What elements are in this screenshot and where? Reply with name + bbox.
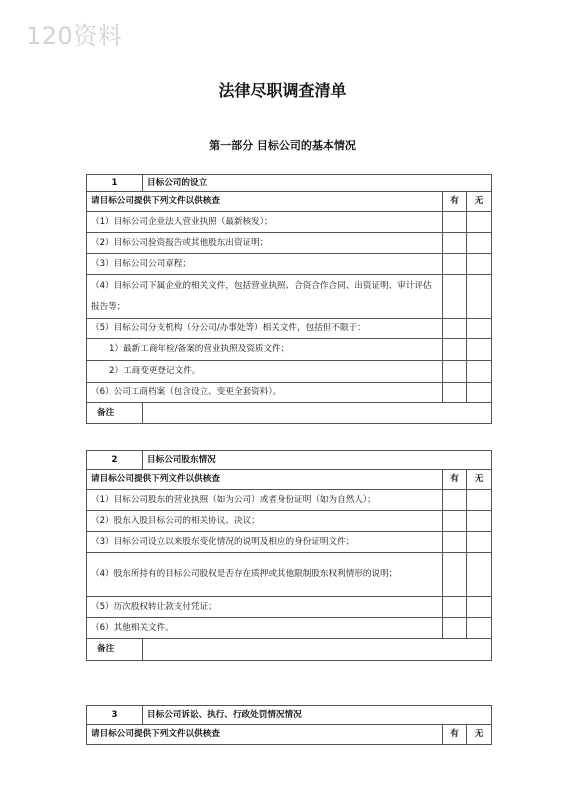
checklist-item: （2）股东入股目标公司的相关协议、决议； — [87, 511, 443, 532]
note-field[interactable] — [143, 639, 492, 661]
document-title: 法律尽职调查清单 — [218, 81, 347, 100]
none-checkbox[interactable] — [467, 597, 492, 618]
none-checkbox[interactable] — [467, 275, 492, 319]
section-heading: 目标公司的设立 — [143, 175, 492, 192]
checklist-table-1 — [86, 174, 492, 424]
have-checkbox[interactable] — [443, 361, 467, 383]
checklist-item: （6）公司工商档案（包含设立、变更全套资料）。 — [87, 383, 443, 403]
table-row — [87, 212, 492, 233]
have-checkbox[interactable] — [443, 597, 467, 618]
table-row — [87, 553, 492, 597]
section-number: 1 — [87, 175, 143, 192]
request-row — [87, 725, 492, 745]
section-title: 第一部分 目标公司的基本情况 — [209, 139, 356, 152]
note-label: 备注 — [87, 403, 143, 424]
watermark: 120资料 — [26, 22, 123, 50]
have-checkbox[interactable] — [443, 212, 467, 233]
none-checkbox[interactable] — [467, 233, 492, 254]
have-checkbox[interactable] — [443, 339, 467, 361]
table-row — [87, 511, 492, 532]
request-label: 请目标公司提供下列文件以供核查 — [87, 725, 443, 745]
checklist-item: （3）目标公司公司章程； — [87, 254, 443, 275]
table-row — [87, 383, 492, 403]
have-checkbox[interactable] — [443, 553, 467, 597]
have-checkbox[interactable] — [443, 319, 467, 339]
none-checkbox[interactable] — [467, 212, 492, 233]
table-row — [87, 339, 492, 361]
table-row — [87, 233, 492, 254]
none-column-header: 无 — [467, 192, 492, 212]
checklist-table-3 — [86, 705, 492, 745]
table-row — [87, 361, 492, 383]
checklist-item: （5）历次股权转让款支付凭证； — [87, 597, 443, 618]
none-checkbox[interactable] — [467, 383, 492, 403]
have-checkbox[interactable] — [443, 275, 467, 319]
section-number: 2 — [87, 451, 143, 470]
table-row — [87, 597, 492, 618]
request-row — [87, 192, 492, 212]
have-checkbox[interactable] — [443, 532, 467, 553]
have-column-header: 有 — [443, 192, 467, 212]
table-header-row — [87, 451, 492, 470]
table-header-row — [87, 706, 492, 725]
table-row — [87, 618, 492, 639]
checklist-subitem: 2）工商变更登记文件。 — [87, 361, 443, 383]
have-column-header: 有 — [443, 725, 467, 745]
request-label: 请目标公司提供下列文件以供核查 — [87, 192, 443, 212]
section-number: 3 — [87, 706, 143, 725]
have-checkbox[interactable] — [443, 254, 467, 275]
none-column-header: 无 — [467, 725, 492, 745]
none-checkbox[interactable] — [467, 553, 492, 597]
section-heading: 目标公司诉讼、执行、行政处罚情况情况 — [143, 706, 492, 725]
checklist-item: （1）目标公司企业法人营业执照（最新核发）； — [87, 212, 443, 233]
have-column-header: 有 — [443, 470, 467, 490]
table-row — [87, 254, 492, 275]
note-row — [87, 639, 492, 661]
none-checkbox[interactable] — [467, 339, 492, 361]
note-field[interactable] — [143, 403, 492, 424]
checklist-item: （5）目标公司分支机构（分公司/办事处等）相关文件，包括但不限于： — [87, 319, 443, 339]
checklist-table-2 — [86, 450, 492, 661]
have-checkbox[interactable] — [443, 383, 467, 403]
checklist-item: （4）股东所持有的目标公司股权是否存在质押或其他限制股东权利情形的说明； — [87, 553, 443, 597]
table-header-row — [87, 175, 492, 192]
checklist-subitem: 1）最新工商年检/备案的营业执照及资质文件； — [87, 339, 443, 361]
have-checkbox[interactable] — [443, 233, 467, 254]
note-row — [87, 403, 492, 424]
checklist-item: （2）目标公司验资报告或其他股东出资证明； — [87, 233, 443, 254]
table-row — [87, 319, 492, 339]
none-checkbox[interactable] — [467, 511, 492, 532]
note-label: 备注 — [87, 639, 143, 661]
none-checkbox[interactable] — [467, 361, 492, 383]
checklist-item: （6）其他相关文件。 — [87, 618, 443, 639]
checklist-item: （3）目标公司设立以来股东变化情况的说明及相应的身份证明文件； — [87, 532, 443, 553]
checklist-item: （4）目标公司下属企业的相关文件，包括营业执照、合资合作合同、出资证明、审计评估报告等； — [87, 275, 443, 319]
none-checkbox[interactable] — [467, 319, 492, 339]
none-checkbox[interactable] — [467, 490, 492, 511]
have-checkbox[interactable] — [443, 490, 467, 511]
table-row — [87, 490, 492, 511]
none-checkbox[interactable] — [467, 618, 492, 639]
have-checkbox[interactable] — [443, 511, 467, 532]
request-row — [87, 470, 492, 490]
request-label: 请目标公司提供下列文件以供核查 — [87, 470, 443, 490]
table-row — [87, 275, 492, 319]
none-column-header: 无 — [467, 470, 492, 490]
none-checkbox[interactable] — [467, 532, 492, 553]
checklist-item: （1）目标公司股东的营业执照（如为公司）或者身份证明（如为自然人）； — [87, 490, 443, 511]
section-heading: 目标公司股东情况 — [143, 451, 492, 470]
none-checkbox[interactable] — [467, 254, 492, 275]
have-checkbox[interactable] — [443, 618, 467, 639]
table-row — [87, 532, 492, 553]
